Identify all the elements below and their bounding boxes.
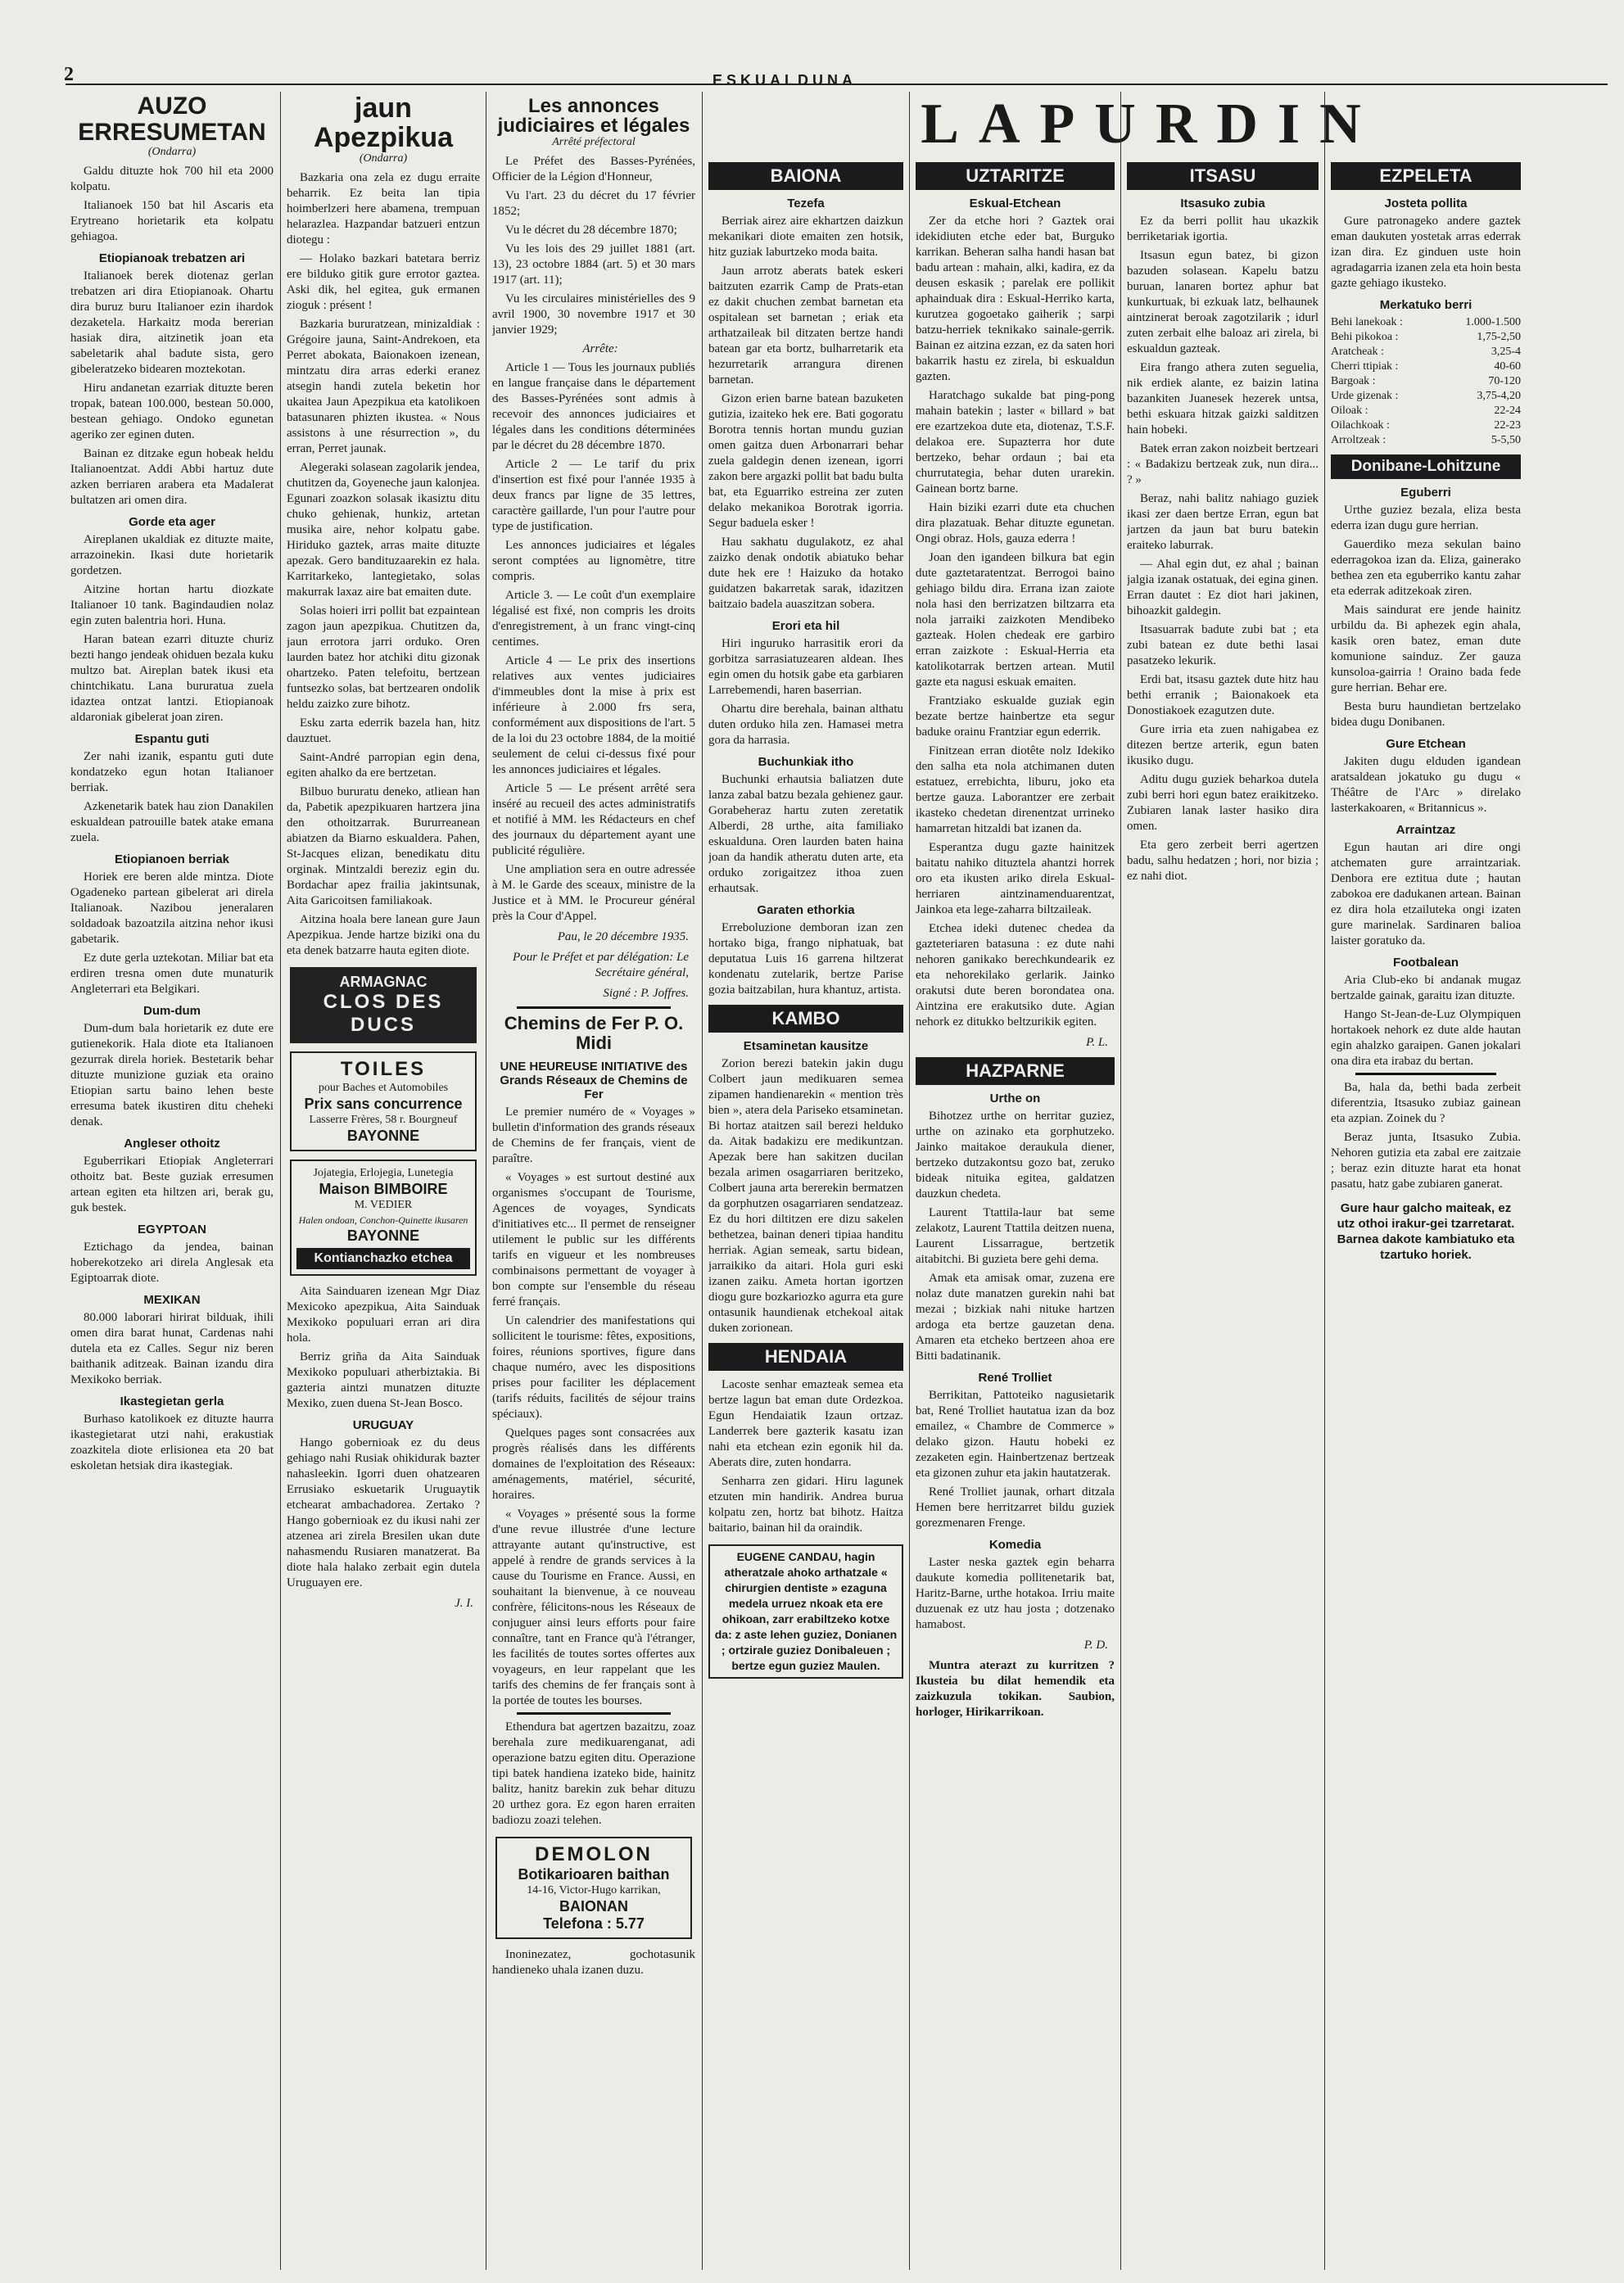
article-subtitle: Arrêté préfectoral	[552, 136, 636, 148]
paragraph: Azkenetarik batek hau zion Danakilen eskualdean patrouille batek atake emana zuela.	[70, 800, 274, 844]
paragraph: Saint-André parropian egin dena, egiten ahalko da ere bertzetan.	[287, 751, 480, 780]
paragraph: Berrikitan, Pattoteiko nagusietarik bat, René Trolliet hautatua izan da boz emailez, « Chambre de Commerce » delako gizon. Hautu hobeki ez zezaketen egin. Hainbertzenaz bertzeak eta gizonen zuhur eta jakin hautatzerak.	[916, 1389, 1115, 1480]
paragraph: Lacoste senhar emazteak semea eta bertze lagun bat eman dute Ordezkoa. Egun Hendaiatik Izaun ortzaz. Landerrek bere gazterik kasatu izan nahi eta etchean ezin egonik hil da. Aberats dire, zuten hondarra.	[708, 1378, 903, 1469]
paragraph: Burhaso katolikoek ez dituzte haurra ikastegietarat utzi nahi, erakustiak zoazkitela diote erlisionea eta 20 bat eskoletan hetsiak dira ikastegiak.	[70, 1413, 274, 1472]
subheading: Buchunkiak itho	[758, 755, 854, 769]
paragraph: Bilbuo bururatu deneko, atliean han da, Pabetik apezpikuaren hartzera jina den othoitzarrak. Bururreanean abiatzen da Biarno eskualdera. Pahen, St-Jacques elizan, benedikatu ditu orginak. Mintzaldi bereziz egin du. Bordachar apez frailia jakintsunak, Aita Garicoitsen familiakoak.	[287, 785, 480, 907]
market-prices	[1331, 315, 1521, 448]
article-title: ITSASU	[1127, 162, 1319, 190]
paragraph: Hiru andanetan ezarriak dituzte beren tropak, batean 100.000, bestean 50.000, bestean gehiago. Ondoko egunetan ageriko zer eginen duten.	[70, 382, 274, 441]
market-row: Oilachkoak : 22-23	[1331, 419, 1521, 432]
article-subtitle: Etsaminetan kausitze	[743, 1039, 869, 1053]
paragraph: Beraz, nahi balitz nahiago guziek ikasi zer daen bertze Erran, egun bat jartzen da jaun bat buru batekin eraiteko laburrak.	[1127, 492, 1319, 552]
ad-line: Kontianchazko etchea	[296, 1248, 470, 1269]
column-divider	[280, 92, 281, 2270]
article-subtitle: Eskual-Etchean	[969, 197, 1061, 210]
paragraph: Esperantza dugu gazte hainitzek baitatu nahiko dituztela ahantzi horrek oro eta ikusten ariko direla Eskual-herriaren aintzinamenduarentzat, Jainkoa eta lege-zaharra biltzaileak.	[916, 841, 1115, 916]
article-subtitle: Urthe on	[989, 1092, 1041, 1105]
paragraph: Hiri inguruko harrasitik erori da gorbitza sarrasiatuzearen aldean. Ihes egin omen du hotsik gabe eta garbiaren Larrebemendi, haren baserrian.	[708, 637, 903, 697]
paragraph: Gure irria eta zuen nahigabea ez ditezen bertze arterik, egun baten ikusiko dugu.	[1127, 723, 1319, 767]
ad-line: Halen ondoan, Conchon-Quinette ikusaren	[298, 1214, 468, 1226]
paragraph: Hango gobernioak ez du deus gehiago nahi Rusiak ohikidurak bazter nahasleekin. Igorri duen ohatzearen Errusiako eskuetarik Uruguaytik etchearat ambachadorea. Zertako ? Hango gobernioak ez du ikusi nahi zer atzenea ari zirela Bresilen ukan dute nahasmendu Rusiaren manatzerat. Ba diote hala halako zerbait egin dutela Uruguayen ere.	[287, 1436, 480, 1589]
paragraph: Arrête:	[582, 342, 618, 355]
signature: P. D.	[1083, 1639, 1108, 1652]
paragraph: Article 2 — Le tarif du prix d'insertion est fixé pour l'année 1935 à deux francs par ligne de 35 lettres, caractère gaillarde, l'un pour l'autre pour type de justification.	[492, 458, 695, 533]
paragraph: Beraz junta, Itsasuko Zubia. Nehoren gutizia eta zabal ere zaitzaie ; beraz ezin dituzte harat eta honat pasatu, hatz gabe zubiaren ganerat.	[1331, 1131, 1521, 1191]
page-number: 2	[64, 64, 74, 85]
paragraph: Une ampliation sera en outre adressée à M. le Garde des sceaux, ministre de la Justice et à MM. le Procureur général près la Cour d'Appel.	[492, 863, 695, 923]
article-title: BAIONA	[708, 162, 903, 190]
notice: Gure haur galcho maiteak, ez utz othoi irakur-gei tzarretarat. Barnea dakote kambiatuko eta tzartuko horiek.	[1337, 1201, 1515, 1262]
ad-line: BAYONNE	[346, 1227, 420, 1244]
paragraph: Zorion berezi batekin jakin dugu Colbert jaun medikuaren semea zipamen handienarekin « mention très bien », atera dela Pariseko etsaminetan. Bi hortaz ataitzen sail berezi helduko da. Aitak badakizu ere medikuntzan. Apezak bere han sakitzen ducilan bezala arimen osagarriaren beritzeko, Colbert jauna arta bererekin bermatzen da gorphutzen osagarriaren sendatzeaz. Ez du hori diltitzen ere dizu sakelen bethetzea, bainan deneri tipiaa handitu herriak. Agian semeak, sartu bidean, jarraikiko da aitari. Hola guri eski izanen zaiku. Ameta hortan igortzen diogu gure bozkariozko agurra eta gure ontasunik haundienak etchekoal aitak duken zorionean.	[708, 1057, 903, 1335]
article-source: (Ondarra)	[147, 146, 197, 158]
candau-ad: EUGENE CANDAU, hagin atheratzale ahoko arthatzale « chirurgien dentiste » ezaguna medela urruez nkoak eta ere ohikoan, zarr erabiltzeko kotxe da: z aste lehen guziez, Donianen ; ortzirale guziez Donibaleuen ; bertze egun guziez Maulen.	[708, 1544, 903, 1679]
ad-line: BAIONAN	[559, 1898, 628, 1915]
article-subtitle: Eguberri	[1400, 486, 1451, 500]
paragraph: Etchea ideki dutenec chedea da gazteteriaren batasuna : ez dute nahi nehoren ganikako berechkundearik ez eta nehorekilako gerlarik. Jainko orakutsi dute beren borondatea ona. Aintzina ere erakutsiko dute. Agian nehork ez ditukko beltzurikik egiten.	[916, 922, 1115, 1028]
article-title: EZPELETA	[1331, 162, 1521, 190]
paragraph: Ohartu dire berehala, bainan althatu duten orduko hila zen. Hamasei metra gora da harrasia.	[708, 703, 903, 747]
subheading: EGYPTOAN	[138, 1223, 206, 1236]
subheading: Angleser othoitz	[124, 1137, 220, 1151]
column-itsasu	[1127, 156, 1319, 2266]
paragraph: Berriz griña da Aita Sainduak Mexikoko populuari atherbiztakia. Bi gazteria aintzi munatzen dituzte Mexiko, zuen duena St-Jean Bosco.	[287, 1350, 480, 1410]
column-divider	[909, 92, 910, 2270]
paragraph: Besta buru haundietan bertzelako bidea dugu Donibanen.	[1331, 700, 1521, 729]
ad-line: CLOS DES DUCS	[323, 991, 444, 1036]
market-row: Arroltzeak : 5-5,50	[1331, 434, 1521, 446]
paragraph: Eta gero zerbeit berri agertzen badu, salhu hedatzen ; hori, nor bizia ; ez nahi diot.	[1127, 839, 1319, 883]
paragraph: — Holako bazkari batetara berriz ere bilduko gitik gure errotor gaztea. Aski dik, hel egitea, guk ermanen zioguk : présent !	[287, 252, 480, 312]
paragraph: Berriak airez aire ekhartzen daizkun mekanikari diote emaiten zen hotsik, hitz guziak laburtzeko moda baita.	[708, 215, 903, 259]
paragraph: Bazkaria ona zela ez dugu erraite beharrik. Ez beita lan tipia hoimberlzeri here abamena, trempuan helarazlea. Hazpandar batzueri entzun diotegu :	[287, 171, 480, 246]
paragraph: Article 4 — Le prix des insertions relatives aux ventes judiciaires d'immeubles dont la mise à prix est inférieure à 2.000 frs sera, conformément aux dispositions de l'art. 5 de la loi du 23 octobre 1884, de la moitié seulement de celui ci-dessus fixé pour les annonces judiciaires et légales.	[492, 654, 695, 776]
date-line: Pau, le 20 décembre 1935.	[557, 930, 689, 943]
market-row: Behi pikokoa : 1,75-2,50	[1331, 331, 1521, 343]
column-baiona	[708, 156, 903, 2266]
ad-line: BAYONNE	[346, 1128, 420, 1144]
market-row: Bargoak : 70-120	[1331, 375, 1521, 387]
bimboire-ad	[290, 1160, 477, 1276]
market-row: Oiloak : 22-24	[1331, 405, 1521, 417]
ad-line: Maison BIMBOIRE	[319, 1181, 448, 1197]
article-title: jaun Apezpikua	[313, 93, 454, 153]
paragraph: Le premier numéro de « Voyages » bulletin d'information des grands réseaux de Chemins de fer français, vient de paraître.	[492, 1105, 695, 1165]
separator	[517, 1712, 671, 1715]
paragraph: Bazkaria bururatzean, minizaldiak : Grégoire jauna, Saint-Andrekoen, eta Perret abokata, Baionakoen izenean, mintzatu dira arras ederki eranez atsegin handi zutela beketin hor ukaitea Jaun Apezpikua eta katolikoen batasunaren phizten ikustea. « Nous assistons à une résurrection », du erran, Perret jaunak.	[287, 318, 480, 455]
article-title: HENDAIA	[708, 1343, 903, 1371]
paragraph: Itsasun egun batez, bi gizon bazuden solasean. Kapelu batzu buruan, lanaren bortez aphur bat kunkurtuak, bi ezkuak latz, belhaunek aintzinerat beroak zagotzilarik ; idurl zuten zerbait elhe baloaz ari zirela, bi eskualdun gazteak.	[1127, 249, 1319, 355]
paragraph: Ez dute gerla uztekotan. Miliar bat eta erdiren tresna omen dute munaturik Angleterrari eta Belgikari.	[70, 952, 274, 996]
paragraph: Aitzine hortan hartu diozkate Italianoer 10 tank. Bagindaudien nolaz egin zuten balentria hori. Huna.	[70, 583, 274, 627]
column-auzo-erresumetan	[70, 92, 274, 2266]
ad-line: 14-16, Victor-Hugo karrikan,	[527, 1884, 661, 1896]
paragraph: Ez da berri pollit hau ukazkik berriketariak igortia.	[1127, 215, 1319, 243]
paragraph: Zer nahi izanik, espantu guti dute kondatzeko egun hotan Italianoer berriak.	[70, 750, 274, 794]
column-uztaritze	[916, 156, 1115, 2266]
paragraph: Zer da etche hori ? Gaztek orai idekidiuten etche eder bat, Burguko karrikan. Beheran salha handi hasan bat badu artean : mahain, alki, kadira, ez da deusen eskasik ; parelak ere pollikit aphainduak dira : Eskual-Herriko karta, kurutzea gogoetako gaiherik ; sarpi batzu-herriek teknikako sainale-gerrik. Bainan ez aitzina ezzan, ez da saten hori bakarrik hastu ez zirela, bi eskualdun gazten.	[916, 215, 1115, 383]
paragraph: Gizon erien barne batean bazuketen gutizia, izaiteko hek ere. Bati gogoratu Borotra tennis hortan mundu guzian omen gaitza duen Arbonarrari behar zuela galdegin denen izenean, igorri zakon bere argazki pollit bat badu bulta bat, eta Eguarriko estreina zer zuten delako mekanikoa Borotrak igorria. Segur baduela esker !	[708, 392, 903, 530]
paragraph: Vu les circulaires ministérielles des 9 avril 1900, 30 novembre 1917 et 30 janvier 1929;	[492, 292, 695, 337]
paragraph: Eira frango athera zuten seguelia, nik erdiek alante, ez baizin latina bazankiten Juanesek hezerek untsa, bethi eskuara hitzak gaizki salditzen hain hobeki.	[1127, 361, 1319, 436]
paragraph: Solas hoieri irri pollit bat ezpaintean zagon jaun apezpikua. Chutitzen da, jaun errotora jarri orduko. Oren laurden batez hor atchiki ditu gizonak ohartzeko. Paten telefoitu, bertzean funtsezko solas, bat bertzearen ondolik heldu zaizko zure bihotz.	[287, 604, 480, 711]
header-rule	[66, 84, 1608, 85]
ad-line: TOILES	[340, 1058, 427, 1080]
article-title: Les annonces judiciaires et légales	[497, 95, 690, 137]
paragraph: Hango St-Jean-de-Luz Olympiquen hortakoek nehork ez dute alde hautan egin ahalzko garaipen. Ganen jokalari ona dira eta irabaz du bertan.	[1331, 1008, 1521, 1068]
paragraph: Hau sakhatu dugulakotz, ez ahal zaizko denak ondotik abiatuko behar dute hek ere ! Haizuko da hotako guidatzen bakarretak sarak, idazitzen baitzaio badela auaszitzan sobera.	[708, 536, 903, 611]
running-head: ESKUALDUNA	[712, 72, 857, 88]
ad-line: pour Baches et Automobiles	[318, 1082, 449, 1094]
subheading: Footbalean	[1392, 956, 1459, 970]
paragraph: Frantziako eskualde guziak egin bezate bertze hainbertze eta segur baduke orainu Frantziar egun ederrik.	[916, 694, 1115, 739]
paragraph: Mais saindurat ere jende hainitz urbildu da. Bi aphezek egin ahala, kasik oren batez, eman dute komunione sainduz. Zer gauza kunsoloa-gairria ! Oraino bada fede gure herrian. Behar ere.	[1331, 604, 1521, 694]
article-title: Chemins de Fer P. O. Midi	[504, 1013, 684, 1053]
paragraph: Ethendura bat agertzen bazaitzu, zoaz berehala zure medikuarenganat, adi operazione batzu egiten ditu. Operazione tipi batek handiena izateko bide, hainitz balitz, hanitz barekin zuk behar dituzu 20 urthez gora. Ez egon haren erraiten badiozu zoazi telehen.	[492, 1720, 695, 1827]
paragraph: Article 5 — Le présent arrêté sera inséré au recueil des actes administratifs et notifié à MM. les Rédacteurs en chef des journaux du département ayant une publicité régulière.	[492, 782, 695, 857]
paragraph: Article 1 — Tous les journaux publiés en langue française dans le département des Basses-Pyrénées sont admis à recevoir des annonces judiciaires et légales dans les conditions déterminées par le décret du 28 décembre 1870.	[492, 361, 695, 452]
signature-line: Pour le Préfet et par délégation: Le Secrétaire général,	[513, 951, 689, 979]
paragraph: Article 3. — Le coût d'un exemplaire légalisé est fixé, non compris les droits d'enregistrement, à un franc vingt-cinq centimes.	[492, 589, 695, 649]
paragraph: Urthe guziez bezala, eliza besta ederra izan dugu gure herrian.	[1331, 504, 1521, 532]
paragraph: Buchunki erhautsia baliatzen dute lanza zabal batzu bezala gehienez gaur. Gorabeheraz hartu zuten zeretatik Alberdi, 28 urthe, aita familiako eskualduna. Oren laurden baten haina joan da handik atheratu duten arte, eta orduko zorigaitzez ithoa zuen erhautsak.	[708, 773, 903, 895]
subheading: URUGUAY	[352, 1418, 414, 1432]
column-ezpeleta	[1331, 156, 1521, 2266]
paragraph: — Ahal egin dut, ez ahal ; bainan jalgia izanak ostatuak, dei egina ginen. Erran dautet : Ez diot hari jakinen, bihoazkit galdegin.	[1127, 558, 1319, 617]
paragraph: Bihotzez urthe on herritar guziez, urthe on azinako eta gorphutzeko. Jainko maitakoe deraukula diener, bertzeko dutzakontsu gozo bat, zeruko bideak nituika egitea, galdatzen dauzkun chedeta.	[916, 1110, 1115, 1200]
article-subtitle: Josteta pollita	[1384, 197, 1468, 210]
paragraph: Galdu dituzte hok 700 hil eta 2000 kolpatu.	[70, 165, 274, 193]
paragraph: Gure patronageko andere gaztek eman daukuten yostetak arras ederrak izan dira. Ez ginduen uste hoin agradagarria izanen zela eta hoin besta gazte gehiago ikusteko.	[1331, 215, 1521, 290]
toiles-ad	[290, 1051, 477, 1151]
paragraph: Italianoek 150 bat hil Ascaris eta Erytreano horietarik eta kolpatu gehiagoa.	[70, 199, 274, 243]
signature: Signé : P. Joffres.	[603, 987, 689, 1000]
subheading: Etiopianoak trebatzen ari	[98, 251, 246, 265]
paragraph: Finitzean erran diotête nolz Idekiko den salha eta nola atchimanen duten estatuez, errebichta, liburu, joko eta bertze gauza. Laborantzer ere zerbait ikasteko chedetan direnentzat urrineko hamarretan hitzaldi bat izanen da.	[916, 744, 1115, 835]
subheading: MEXIKAN	[143, 1293, 201, 1307]
paragraph: Gauerdiko meza sekulan baino ederragokoa izan da. Eliza, gainerako bethea zen eta eguberriko kantu zahar eta ederrak aditzekoak ziren.	[1331, 538, 1521, 598]
subheading: Gure Etchean	[1386, 737, 1466, 751]
subheading: Komedia	[988, 1538, 1042, 1552]
paragraph: Aitzina hoala bere lanean gure Jaun Apezpikua. Jende hartze biziki ona du eta denek batzarre hauta egiten diote.	[287, 913, 480, 957]
market-row: Cherri ttipiak : 40-60	[1331, 360, 1521, 373]
ad-line: Prix sans concurrence	[304, 1096, 463, 1112]
paragraph: Quelques pages sont consacrées aux progrès réalisés dans les différents domaines de l'exploitation des Réseaux: aménagements, matériel, sécurité, horaires.	[492, 1426, 695, 1502]
ad-line: Telefona : 5.77	[543, 1915, 645, 1932]
paragraph: Un calendrier des manifestations qui sollicitent le tourisme: fêtes, expositions, foires, réunions sportives, figure dans chaque numéro, avec les dispositions prises pour faciliter les déplacement (tarifs réduits, facilités de séjour trains spéciaux).	[492, 1314, 695, 1421]
subheading: Dum-dum	[143, 1004, 201, 1018]
demolon-ad	[495, 1837, 692, 1939]
article-title: KAMBO	[708, 1005, 903, 1033]
paragraph: Laster neska gaztek egin beharra daukute komedia pollitenetarik bat, Haritz-Barne, urthe hotakoa. Irriu maite duzuenak ez utz hau josta ; dotzenako hamabost.	[916, 1556, 1115, 1631]
paragraph: Aria Club-eko bi andanak mugaz bertzalde gainak, garaitu izan dituzte.	[1331, 974, 1521, 1002]
paragraph: Joan den igandeen bilkura bat egin dute gaztetaratentzat. Berrogoi baino gehiago bildu dira. Errana izan zaiote nola hasi den berrizatzen biltzarra eta nola jarraiki zaizkoten Mendibeko gazteak. Holen chedeak ere garbiro erran zaizkote : Eskual-Herria eta katolikotarrak bertzen artean. Mutil gazte eta nagusi eskuak emaiten.	[916, 551, 1115, 689]
paragraph: Erreboluzione demboran izan zen hortako biga, frango niphatuak, bat deputatua Luis 16 garrena hiltzerat kondenatu zutelarik, bertze Parise gozia baitzabilan, hura khantuz, artista.	[708, 921, 903, 997]
armagnac-ad	[290, 967, 477, 1043]
paragraph: Jakiten dugu elduden igandean aratsaldean jokatuko gu dugu « Théâtre de l'Arc » direlako lasterkakoaren, « Britannicus ».	[1331, 755, 1521, 815]
paragraph: Amak eta amisak omar, zuzena ere nolaz dute manatzen gurekin nahi bat mezai ; bizkiak nahi nituke hartzen ardoga eta bertze gauzetan dena. Amaren eta etcheko bertzeen ahoa ere Bitti badatinanik.	[916, 1272, 1115, 1363]
ad-line: DEMOLON	[535, 1843, 653, 1865]
article-title: AUZO ERRESUMETAN	[78, 93, 266, 146]
paragraph: Vu l'art. 23 du décret du 17 février 1852;	[492, 189, 695, 218]
paragraph: Itsasuarrak badute zubi bat ; eta zubi batean ez dute bethi lasai pasatzeko lekurik.	[1127, 623, 1319, 667]
ad-line: Jojategia, Erlojegia, Lunetegia	[313, 1167, 454, 1179]
ad-line: M. VEDIER	[354, 1199, 413, 1211]
paragraph: Eztichago da jendea, bainan hoberekotzeko ari direla Anglesak eta Egiptoarrak diote.	[70, 1241, 274, 1285]
separator	[517, 1006, 671, 1009]
paragraph: Ba, hala da, bethi bada zerbeit diferentzia, Itsasuko zubiaz gainean eta azpian. Zoinek du ?	[1331, 1081, 1521, 1125]
paragraph: Le Préfet des Basses-Pyrénées, Officier de la Légion d'Honneur,	[492, 155, 695, 183]
paragraph: Batek erran zakon noizbeit bertzeari : « Badakizu bertzeak zuk, nun dira... ? »	[1127, 442, 1319, 486]
subheading: Gorde eta ager	[129, 515, 215, 529]
article-subtitle: UNE HEUREUSE INITIATIVE des Grands Réseaux de Chemins de Fer	[500, 1060, 688, 1101]
subheading: Ikastegietan gerla	[120, 1395, 224, 1408]
market-row: Aratcheak : 3,25-4	[1331, 346, 1521, 358]
paragraph: Laurent Ttattila-laur bat seme zelakotz, Laurent Ttattila deitzen nuena, Laurent Lissarrague, bertzetik aitabitchi. Bi guzieta bere gehi dema.	[916, 1206, 1115, 1266]
paragraph: Jaun arrotz aberats batek eskeri baitzuten ezarrik Camp de Prats-etan ez dakit chuchen zembat barnetan eta ospitalean set barnetan ; eriak eta arthatzaileak bil ditzaten bertze handi batean gar eta bortz, bulharretarik eta hezurretarik arrangura direnen barnetan.	[708, 264, 903, 387]
paragraph: Les annonces judiciaires et légales seront comptées au lignomètre, titre compris.	[492, 539, 695, 583]
subheading: René Trolliet	[978, 1371, 1052, 1385]
column-divider	[1120, 92, 1121, 2270]
paragraph: Haran batean ezarri dituzte churiz bezti hango jendeak ohiduen bezala kuku multzo bat. Aireplan batek ikusi eta chintchikatu. Lana bururatua zuela idaztea ontzat lantzi. Etiopianoak aldaroniak gibelerat joan ziren.	[70, 633, 274, 724]
paragraph: 80.000 laborari hirirat bilduak, ihili omen dira barat hunat, Cardenas nahi dutela eta ez Calles. Segur niz beren baithanik aditzeak. Bainan izandu dira Mexikoko berriak.	[70, 1311, 274, 1386]
article-title: HAZPARNE	[916, 1057, 1115, 1085]
ad-line: ARMAGNAC	[339, 974, 427, 990]
column-divider	[702, 92, 703, 2270]
article-title: Donibane-Lohitzune	[1331, 454, 1521, 479]
market-heading: Merkatuko berri	[1379, 298, 1472, 312]
paragraph: René Trolliet jaunak, orhart ditzala Hemen bere herritzarret bildu guziek gorezmenaren Frenge.	[916, 1485, 1115, 1530]
paragraph: Muntra aterazt zu kurritzen ? Ikusteia bu dilat hemendik eta zaizkuzula tokikan. Saubion, horloger, Hirikarrikoan.	[916, 1659, 1115, 1719]
paragraph: Esku zarta ederrik bazela han, hitz dauztuet.	[287, 717, 480, 745]
subheading: Erori eta hil	[771, 619, 840, 633]
paragraph: Eguberrikari Etiopiak Angleterrari othoitz bat. Beste guziak erresumen artean egiten eta hiltzen ari, berak gu, guk bestek.	[70, 1155, 274, 1214]
article-source: (Ondarra)	[359, 152, 408, 165]
paragraph: Erdi bat, itsasu gaztek dute hitz hau bethi erranik ; Baionakoek eta Donostiakoek ezagutzen dute.	[1127, 673, 1319, 717]
column-divider	[1324, 92, 1325, 2270]
separator	[1355, 1073, 1496, 1075]
ad-line: Botikarioaren baithan	[518, 1866, 670, 1883]
subheading: Etiopianoen berriak	[114, 852, 230, 866]
subheading: Garaten ethorkia	[757, 903, 855, 917]
market-row: Behi lanekoak : 1.000-1.500	[1331, 316, 1521, 328]
paragraph: Hain biziki ezarri dute eta chuchen dira plazatuak. Behar dituzte egunetan. Ongi obraz. Hols, gauza ederra !	[916, 501, 1115, 545]
paragraph: Bainan ez ditzake egun hobeak heldu Italianoentzat. Addi Abbi hartuz dute azken berriaren arabera eta Madalerat bultatzen ari omen dira.	[70, 447, 274, 507]
paragraph: Haratchago sukalde bat ping-pong mahain batekin ; laster « billard » bat ere ezartzekoa dute eta, diotenaz, T.S.F. delakoa ere. Supazterra hor dute bertzeko, behar ordaun ; bai eta churrutategia, behar duten urarekin. Gainean bortz barne.	[916, 389, 1115, 495]
article-subtitle: Itsasuko zubia	[1180, 197, 1265, 210]
subheading: Arraintzaz	[1396, 823, 1456, 837]
article-subtitle: Tezefa	[787, 197, 825, 210]
paragraph: Aita Sainduaren izenean Mgr Diaz Mexicoko apezpikua, Aita Sainduak Mexikoko populuari erran ari dira hola.	[287, 1285, 480, 1345]
subheading: Espantu guti	[134, 732, 210, 746]
paragraph: « Voyages » présenté sous la forme d'une revue illustrée d'une lecture attrayante autant qu'instructive, est appelé à rendre de grands services à la cause du Tourisme en France. Aussi, en souhaitant la bienvenue, à ce nouveau confrère, félicitons-nous les Réseaux de conjuguer ainsi leurs efforts pour faire connaître, tant en France qu'à l'étranger, les facilités de toutes sortes offertes aux voyageurs, en leur rappelant que les tarifs des chemins de fer français sont à la portée de toutes les bourses.	[492, 1508, 695, 1707]
paragraph: Aireplanen ukaldiak ez dituzte maite, arrazoinekin. Ikasi dute horietarik gordetzen.	[70, 533, 274, 577]
column-jaun-apezpikua	[287, 92, 480, 2266]
signature: J. I.	[455, 1597, 473, 1610]
column-annonces	[492, 92, 695, 2266]
ad-line: Lasserre Frères, 58 r. Bourgneuf	[309, 1114, 458, 1126]
paragraph: Horiek ere beren alde mintza. Diote Ogadeneko partean gibelerat ari direla Italianoak. Nazibou jeneralaren soldadoak bazoatzila aitzina nehor ikusi gabetarik.	[70, 870, 274, 946]
market-row: Urde gizenak : 3,75-4,20	[1331, 390, 1521, 402]
paragraph: Alegeraki solasean zagolarik jendea, chutitzen da, Goyeneche jaun kalonjea. Egunari zoazkon solasak ikasiztu ditu chuko gehienak, hunkiz, artetan musika aire, nehor kolpatu gabe. Hiriduko gaztek, arras maite dituzte apezak. Gero bandituzaarekin ez hala. Karritarkeko, lantegietako, solas makurrak laxaz aire bat emaiten dute.	[287, 461, 480, 599]
paragraph: Dum-dum bala horietarik ez dute ere gutienekorik. Hala diote eta Italianoen gezurrak direla horiek. Bestetarik behar dituzte munizione guziak eta oraino Etiopian sartu baino lehen beste erresuma batek ikustiren ditu cheheki denak.	[70, 1022, 274, 1128]
paragraph: Vu le décret du 28 décembre 1870;	[505, 224, 677, 237]
paragraph: Senharra zen gidari. Hiru lagunek etzuten min handirik. Andrea burua kolpatu zen, hortz bat bihotz. Haitza baitario, bainan hil da oraindik.	[708, 1475, 903, 1535]
paragraph: Vu les lois des 29 juillet 1881 (art. 13), 23 octobre 1884 (art. 5) et 30 mars 1917 (art. 11);	[492, 242, 695, 287]
article-title: UZTARITZE	[916, 162, 1115, 190]
paragraph: Inoninezatez, gochotasunik handieneko uhala izanen duzu.	[492, 1948, 695, 1977]
signature: P. L.	[1086, 1036, 1108, 1049]
paragraph: Egun hautan ari dire ongi atchematen gure arraintzariak. Denbora ere eztitua dute ; hautan zabokoa ere dadukanen artean. Bainan ez dira hola etzailuteka ongi izaten gure marinelak. Sardinaren balioa laister goratuko da.	[1331, 841, 1521, 947]
lapurdin-banner: LAPURDIN	[921, 93, 1381, 156]
paragraph: Italianoek berek diotenaz gerlan trebatzen ari dira Etiopianoak. Ohartu dira buruz buru Italianoer ezin ihardok dezaketela. Harkaitz moda bererian hasiak dira, aitzinetik joan eta sabeletarik ahal badute sista, gero gibeleratzeko bidearen moztekotan.	[70, 269, 274, 376]
paragraph: « Voyages » est surtout destiné aux organismes s'occupant de Tourisme, Agences de voyages, Syndicats d'initiatives etc... Il permet de renseigner utilement le public sur les différents tarifs en vigueur et les nombreuses combinaisons permettant de voyager à bon compte sur l'ensemble du réseau ferré français.	[492, 1171, 695, 1309]
paragraph: Aditu dugu guziek beharkoa dutela zubi berri hori egun batez eraikitzeko. Zubiaren lanak laster hasiko dira omen.	[1127, 773, 1319, 833]
